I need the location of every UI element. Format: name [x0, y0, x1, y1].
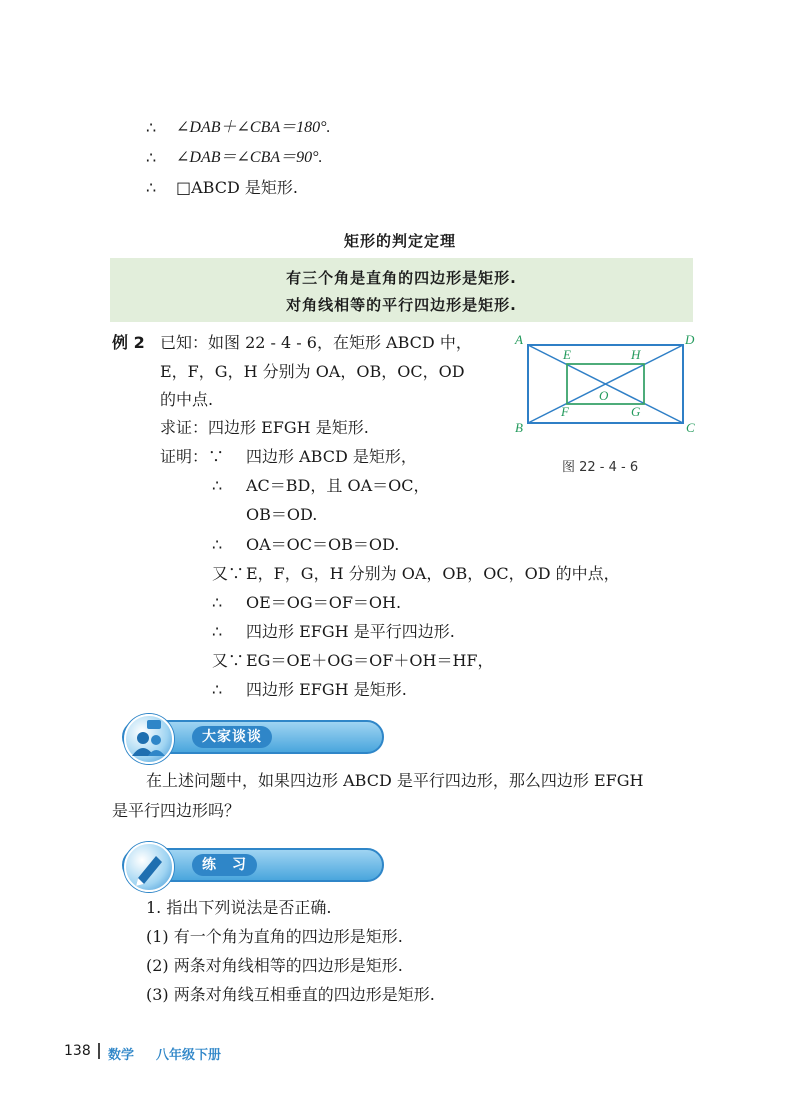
proof-line: OE＝OG＝OF＝OH. [246, 593, 402, 612]
proof-sym: ∴ [212, 680, 223, 699]
prove-line: 求证：四边形 EFGH 是矩形. [160, 418, 369, 437]
proof-sym: ∴ [212, 593, 223, 612]
top-line-1: ∠DAB＋∠CBA＝180°. [176, 119, 331, 136]
exercise-banner [112, 840, 402, 888]
label-f: F [561, 404, 569, 419]
proof-first: 四边形 ABCD 是矩形， [246, 447, 417, 466]
label-g: G [631, 404, 641, 419]
exercise-intro: 1. 指出下列说法是否正确. [146, 898, 332, 917]
pencil-icon [124, 842, 174, 892]
proof-sym: ∴ [212, 622, 223, 641]
therefore-symbol: ∴ [146, 178, 157, 197]
footer-subject: 数学 [108, 1048, 135, 1063]
discussion-title: 大家谈谈 [192, 726, 272, 748]
outer-rectangle [528, 345, 683, 423]
top-line-2: ∠DAB＝∠CBA＝90°. [176, 149, 323, 166]
label-e: E [563, 347, 571, 362]
theorem-1: 有三个角是直角的四边形是矩形. [286, 269, 517, 287]
discussion-line-2: 是平行四边形吗？ [112, 801, 241, 820]
label-h: H [631, 347, 641, 362]
proof-line: 四边形 EFGH 是矩形. [246, 680, 407, 699]
proof-sym: 又∵ [212, 564, 245, 583]
theorem-2: 对角线相等的平行四边形是矩形. [286, 296, 517, 314]
discussion-banner [112, 712, 402, 760]
discussion-line-1: 在上述问题中，如果四边形 ABCD 是平行四边形，那么四边形 EFGH [146, 771, 644, 790]
page-number: 138 [64, 1043, 91, 1059]
proof-sym: ∴ [212, 476, 223, 495]
label-o: O [599, 388, 609, 403]
known-line-2: E，F，G，H 分别为 OA，OB，OC，OD [160, 362, 465, 381]
proof-line: E，F，G，H 分别为 OA，OB，OC，OD 的中点， [246, 564, 620, 583]
discussion-people-icon [124, 714, 174, 764]
therefore-symbol: ∴ [146, 118, 157, 137]
therefore-symbol: ∴ [146, 148, 157, 167]
proof-line: OA＝OC＝OB＝OD. [246, 535, 400, 554]
exercise-item: (2) 两条对角线相等的四边形是矩形. [146, 956, 403, 975]
top-line-3: □ABCD 是矩形. [176, 178, 298, 197]
proof-line: OB＝OD. [246, 505, 318, 524]
known-line-3: 的中点. [160, 390, 214, 409]
proof-line: AC＝BD，且 OA＝OC， [246, 476, 430, 495]
label-b: B [515, 420, 523, 435]
proof-intro: 证明：∵ [160, 447, 225, 466]
exercise-item: (1) 有一个角为直角的四边形是矩形. [146, 927, 403, 946]
footer-book: 八年级下册 [156, 1048, 222, 1063]
proof-line: 四边形 EFGH 是平行四边形. [246, 622, 455, 641]
figure-caption: 图 22 - 4 - 6 [562, 460, 639, 475]
section-heading: 矩形的判定定理 [343, 232, 456, 250]
proof-line: EG＝OE＋OG＝OF＋OH＝HF， [246, 651, 494, 670]
proof-sym: ∴ [212, 535, 223, 554]
example-label: 例 2 [112, 333, 145, 352]
exercise-title: 练 习 [192, 854, 257, 876]
label-d: D [685, 332, 695, 347]
known-line-1: 已知：如图 22 - 4 - 6，在矩形 ABCD 中， [160, 333, 472, 352]
label-c: C [686, 420, 695, 435]
exercise-item: (3) 两条对角线互相垂直的四边形是矩形. [146, 985, 435, 1004]
theorem-box [110, 258, 693, 322]
footer-divider [98, 1043, 100, 1059]
proof-sym: 又∵ [212, 651, 245, 670]
label-a: A [515, 332, 523, 347]
